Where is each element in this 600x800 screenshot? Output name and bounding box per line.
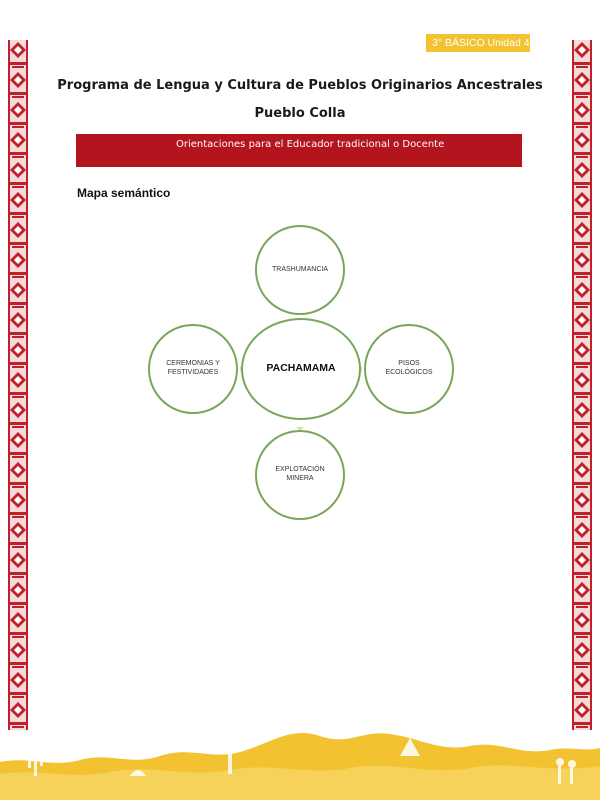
map-node-left-line-1: CEREMONIAS Y [166,360,220,368]
map-node-right [364,324,454,414]
map-node-right-line-1: PISOS [398,360,420,368]
map-node-bottom [255,430,345,520]
map-node-center [241,318,361,420]
footer-landscape-illustration [0,716,600,800]
people-title: Pueblo Colla [254,106,346,121]
map-node-top [255,225,345,315]
map-node-left [148,324,238,414]
map-node-bottom-line-2: MINERA [286,475,314,482]
map-node-bottom-line-1: EXPLOTACIÓN [275,466,325,474]
map-node-center-label: PACHAMAMA [266,362,336,375]
section-title: Mapa semántico [77,186,171,200]
map-node-right-label [385,360,432,378]
map-node-right-line-2: ECOLÓGICOS [385,369,433,376]
map-node-left-line-2: FESTIVIDADES [167,369,219,376]
level-tag: 3° BÁSICO Unidad 4 [426,34,530,52]
map-node-left-label [166,360,220,378]
map-node-top-label: TRASHUMANCIA [271,265,328,273]
section-banner: Orientaciones para el Educador tradicional o Docente [76,134,522,167]
map-node-bottom-label [275,466,324,484]
program-title: Programa de Lengua y Cultura de Pueblos Originarios Ancestrales [57,78,543,93]
